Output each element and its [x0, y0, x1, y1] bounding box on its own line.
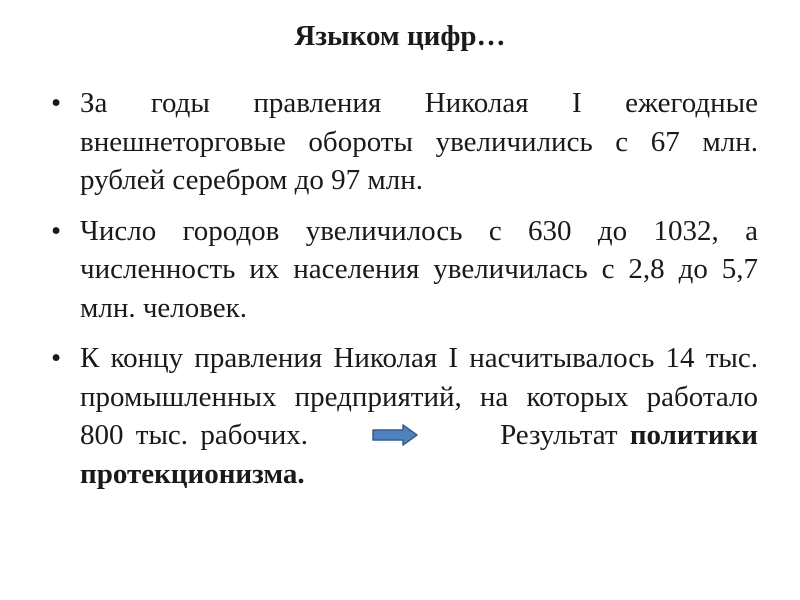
result-label: Результат [500, 419, 618, 451]
bullet-item-trade [0, 84, 758, 200]
bullet-text: К концу правления Николая I насчитывалось 14 тыс. промышленных предприятий, на которых работало 800 тыс. рабочих. [80, 342, 758, 451]
right-arrow-icon [372, 424, 418, 446]
bullet-text: Число городов увеличилось с 630 до 1032, а численность их населения увеличилась с 2,8 до 5,7 млн. человек. [80, 214, 758, 324]
result-emphasis: политики протекционизма. [80, 419, 758, 490]
bullet-dot: • [51, 87, 62, 119]
bullet-dot: • [51, 342, 62, 374]
bullet-item-industry [0, 339, 758, 493]
bullet-list [0, 84, 800, 493]
bullet-text: За годы правления Николая I ежегодные внешнеторговые обороты увеличились с 67 млн. рублей серебром до 97 млн. [80, 87, 758, 196]
bullet-item-cities [0, 212, 758, 328]
slide-title: Языком цифр… [294, 20, 506, 52]
bullet-dot: • [51, 214, 62, 247]
